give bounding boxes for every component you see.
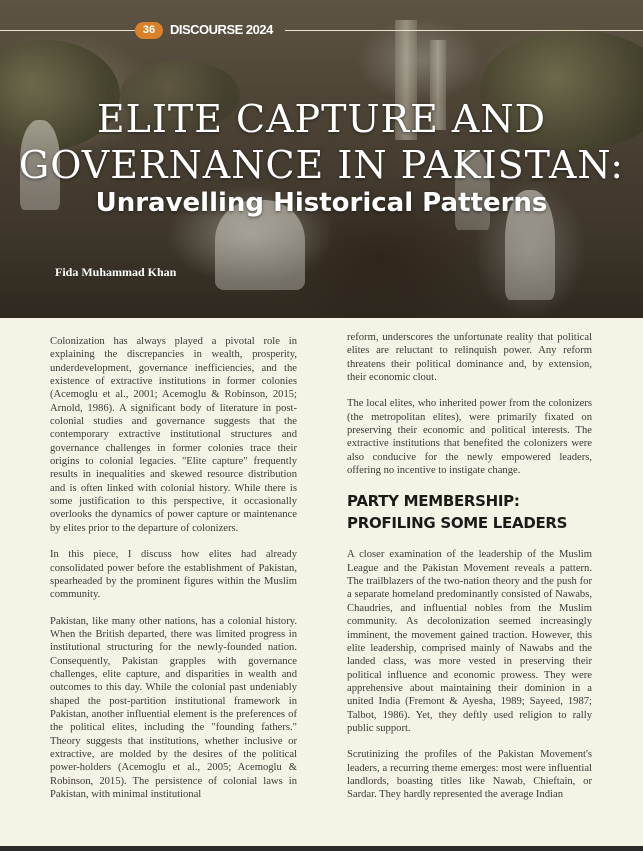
article-title-line-2: GOVERNANCE IN PAKISTAN: bbox=[18, 143, 625, 187]
body-paragraph: Scrutinizing the profiles of the Pakistan Movement's leaders, a recurring theme emerges: most were influential landlords, boasting titles like Nawab, Chieftain, or Sardar. They hardly represented the average Indian bbox=[347, 749, 592, 801]
section-heading: PARTY MEMBERSHIP: PROFILING SOME LEADERS bbox=[347, 492, 568, 533]
body-paragraph: Pakistan, like many other nations, has a colonial history. When the British departed, there was limited progress in institutional structuring for the newly-founded nation. Consequently, Pakistan grapples with governance challenges, elite capture, and disparities in wealth and outcomes to this day. While the colonial past undeniably shaped the post-partition institutional framework in Pakistan, another influential element is the preferences of the political elites, including the "founding fathers." Theory suggests that institutions, whether inclusive or extractive, are molded by the desires of the political power-holders (Acemoglu et al., 2005; Acemoglu & Robinson, 2015). The persistence of colonial laws in Pakistan, with minimal institutional bbox=[50, 615, 297, 800]
body-paragraph: The local elites, who inherited power from the colonizers (the metropolitan elites), were primarily fixated on preserving their economic and political interests. The extractive institutions that benefited the colonizers were also conducive for the newly empowered leaders, offering no incentive to instigate change. bbox=[347, 398, 592, 477]
hero-photo bbox=[0, 0, 643, 318]
author-byline: Fida Muhammad Khan bbox=[55, 265, 177, 279]
article-subtitle: Unravelling Historical Patterns bbox=[95, 188, 548, 218]
body-paragraph: A closer examination of the leadership of the Muslim League and the Pakistan Movement reveals a pattern. The trailblazers of the two-nation theory and the push for a separate homeland predominantly consisted of Nawabs, Chaudries, and influential nobles from the Muslim community. As decolonization seemed increasingly imminent, the movement gained traction. However, this elite leadership, comprised mainly of Nawabs and the landed class, was more vested in preserving their political influence and economic prowess. They were apprehensive about maintaining their dominion in a united India (Fremont & Ayesha, 1989; Sayeed, 1987; Talbot, 1986). Yet, they deftly used religion to rally public support. bbox=[347, 549, 592, 734]
left-column bbox=[50, 335, 297, 814]
body-paragraph: reform, underscores the unfortunate reality that political elites are reluctant to relinquish power. Any reform threatens their political dominance and, by extension, their economic clout. bbox=[347, 332, 592, 384]
body-paragraph: In this piece, I discuss how elites had already consolidated power before the establishment of Pakistan, spearheaded by the prominent figures within the Muslim community. bbox=[50, 549, 297, 601]
body-paragraph: Colonization has always played a pivotal role in explaining the discrepancies in wealth, prosperity, underdevelopment, governance inefficiencies, and the existence of extractive institutions in former colonies (Acemoglu et al., 2001; Acemoglu & Robinson, 2015; Arnold, 1986). A significant body of literature in post-colonial studies and governance suggests that the contemporary extractive institutional structures and governance challenges in former colonies trace their origins to colonial legacies. "Elite capture" frequently results in inequalities and skewed resource distribution and is often linked with colonial history. While there is some justification to this perspective, it occasionally overlooks the dynamics of power capture or maintenance by elites prior to the departure of colonizers. bbox=[50, 336, 297, 534]
page-number-badge: 36 bbox=[135, 22, 163, 39]
right-column bbox=[347, 331, 592, 815]
bottom-rule bbox=[0, 846, 643, 851]
header-rule-left bbox=[0, 30, 135, 31]
header-rule-right bbox=[285, 30, 643, 31]
article-title-line-1: ELITE CAPTURE AND bbox=[96, 97, 547, 141]
magazine-name: DISCOURSE 2024 bbox=[170, 22, 273, 37]
